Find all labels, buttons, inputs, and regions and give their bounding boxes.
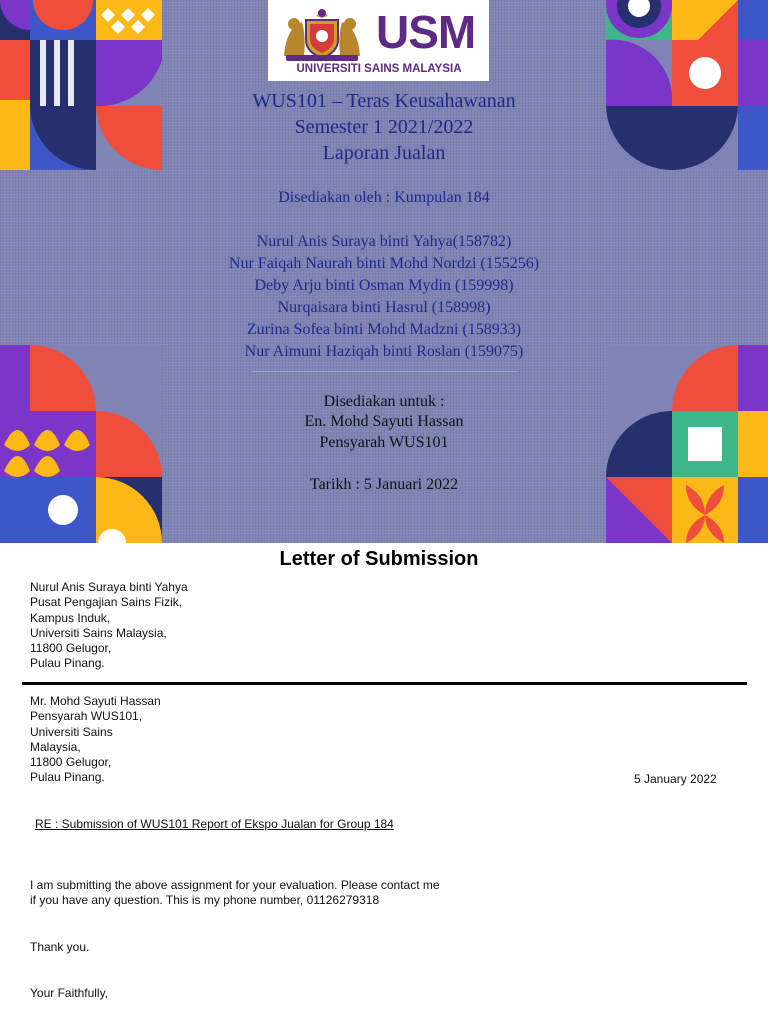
report-type: Laporan Jualan xyxy=(322,142,446,164)
letter-body xyxy=(30,878,440,909)
sender-line: Nurul Anis Suraya binti Yahya xyxy=(30,580,188,594)
letter-date: 5 January 2022 xyxy=(634,772,717,786)
prepared-by: Disediakan oleh : Kumpulan 184 xyxy=(278,189,490,206)
letter-title: Letter of Submission xyxy=(279,548,479,570)
member-5: Zurina Sofea binti Mohd Madzni (158933) xyxy=(246,321,522,338)
letter-divider xyxy=(22,682,747,685)
recipient-line: 11800 Gelugor, xyxy=(30,755,112,770)
sender-line: Universiti Sains Malaysia, xyxy=(30,625,167,640)
sender-line: Kampus Induk, xyxy=(30,610,111,625)
lecturer-name: En. Mohd Sayuti Hassan xyxy=(304,413,464,430)
course-title: WUS101 – Teras Keusahawanan xyxy=(252,90,516,112)
recipient-line: Mr. Mohd Sayuti Hassan xyxy=(30,694,161,708)
member-3: Deby Arju binti Osman Mydin (159998) xyxy=(254,277,514,294)
decor-bottom-right xyxy=(606,345,768,543)
decor-bottom-left xyxy=(0,345,162,543)
semester: Semester 1 2021/2022 xyxy=(294,116,474,138)
member-4: Nurqaisara binti Hasrul (158998) xyxy=(277,299,491,316)
body-line: if you have any question. This is my phone number, 01126279318 xyxy=(30,893,380,908)
member-1: Nurul Anis Suraya binti Yahya(158782) xyxy=(256,233,512,250)
usm-wordmark: USM xyxy=(376,6,476,58)
prepared-for-label: Disediakan untuk : xyxy=(323,393,445,410)
decor-top-left xyxy=(0,0,162,170)
cover-date: Tarikh : 5 Januari 2022 xyxy=(309,476,459,493)
letter-thanks: Thank you. xyxy=(30,940,90,954)
sender-address xyxy=(30,580,188,672)
sender-line: 11800 Gelugor, xyxy=(30,641,112,656)
recipient-line: Pensyarah WUS101, xyxy=(30,709,143,724)
decor-top-right xyxy=(606,0,768,170)
lecturer-role: Pensyarah WUS101 xyxy=(319,434,449,451)
letter-subject: RE : Submission of WUS101 Report of Ekspo Jualan for Group 184 xyxy=(35,817,394,831)
letter-closing: Your Faithfully, xyxy=(30,986,109,1000)
recipient-line: Pulau Pinang. xyxy=(30,770,105,785)
member-2: Nur Faiqah Naurah binti Mohd Nordzi (155256) xyxy=(228,255,540,272)
sender-line: Pulau Pinang. xyxy=(30,656,105,671)
cover-divider xyxy=(252,371,518,372)
usm-logo xyxy=(268,0,489,81)
recipient-line: Malaysia, xyxy=(30,739,81,754)
recipient-line: Universiti Sains xyxy=(30,724,113,739)
body-line: I am submitting the above assignment for your evaluation. Please contact me xyxy=(30,878,440,892)
sender-line: Pusat Pengajian Sains Fizik, xyxy=(30,595,183,610)
recipient-address xyxy=(30,694,161,786)
university-name: UNIVERSITI SAINS MALAYSIA xyxy=(296,63,462,75)
member-6: Nur Aimuni Haziqah binti Roslan (159075) xyxy=(244,343,524,360)
university-crest-icon xyxy=(276,6,368,62)
